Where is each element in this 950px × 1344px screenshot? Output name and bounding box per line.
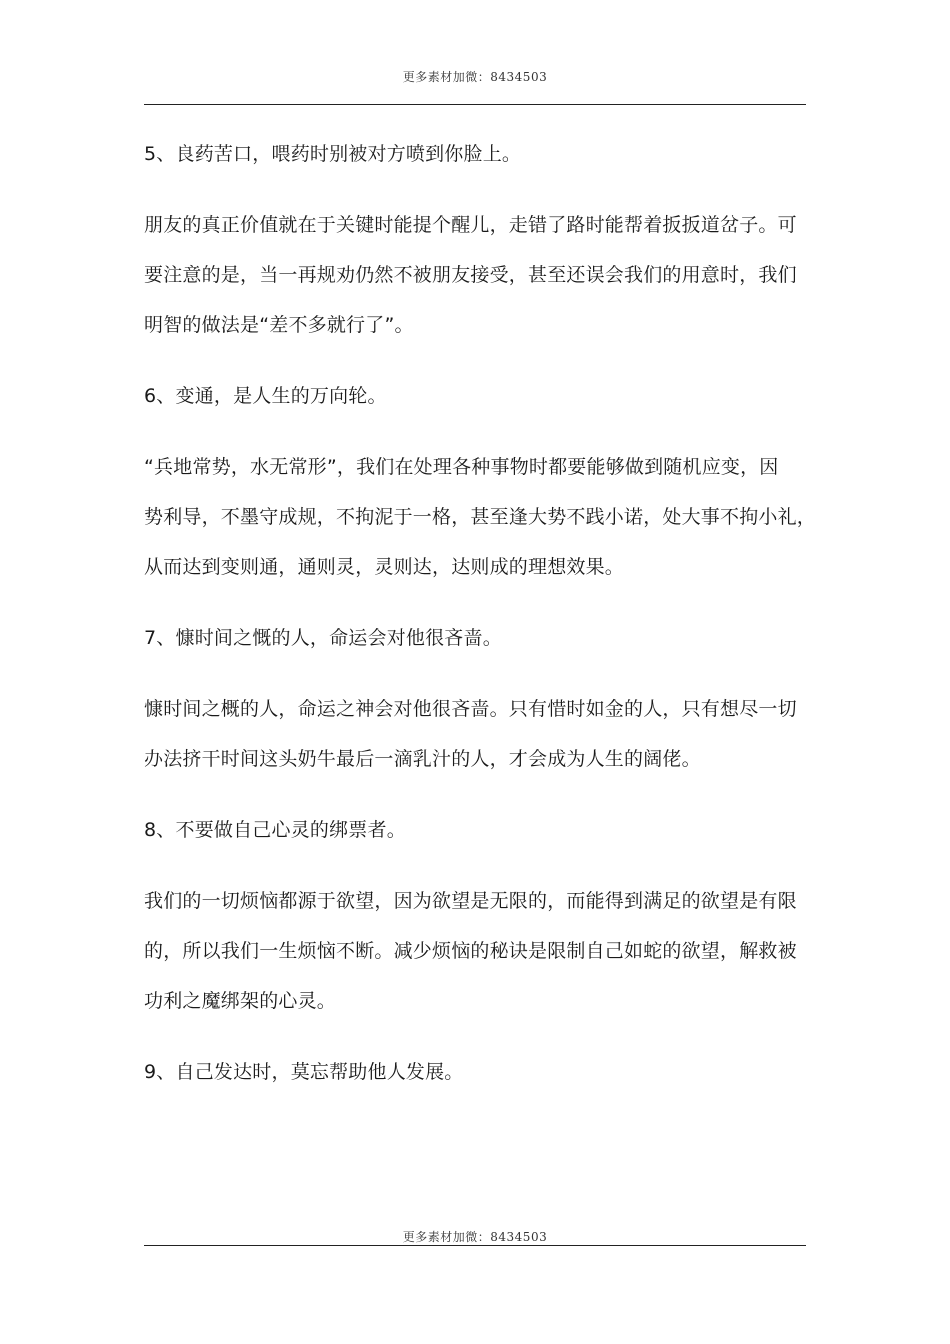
section-6-paragraph-line: 从而达到变则通，通则灵，灵则达，达则成的理想效果。 (144, 556, 625, 578)
section-5-paragraph-line: 明智的做法是“差不多就行了”。 (144, 314, 414, 336)
section-8-heading: 8、不要做自己心灵的绑票者。 (144, 819, 406, 841)
section-6-paragraph-line: 势利导，不墨守成规，不拘泥于一格，甚至逢大势不践小诺，处大事不拘小礼， (144, 506, 817, 528)
document-body (144, 129, 816, 1097)
section-6-paragraph-line: “兵地常势，水无常形”，我们在处理各种事物时都要能够做到随机应变，因 (144, 456, 779, 478)
section-6-heading: 6、变通，是人生的万向轮。 (144, 385, 387, 407)
section-7-paragraph-line: 办法挤干时间这头奶牛最后一滴乳汁的人，才会成为人生的阔佬。 (144, 748, 701, 770)
section-7-heading: 7、慷时间之慨的人，命运会对他很吝啬。 (144, 627, 502, 649)
footer-divider (144, 1245, 806, 1246)
page-footer: 更多素材加微：8434503 (402, 1230, 548, 1244)
section-8-paragraph-line: 的，所以我们一生烦恼不断。减少烦恼的秘诀是限制自己如蛇的欲望，解救被 (144, 940, 797, 962)
section-8-paragraph-line: 功利之魔绑架的心灵。 (144, 990, 337, 1012)
section-5-paragraph-line: 朋友的真正价值就在于关键时能提个醒儿，走错了路时能帮着扳扳道岔子。可 (144, 214, 797, 236)
section-8-paragraph-line: 我们的一切烦恼都源于欲望，因为欲望是无限的，而能得到满足的欲望是有限 (144, 890, 797, 912)
section-7-paragraph-line: 慷时间之概的人，命运之神会对他很吝啬。只有惜时如金的人，只有想尽一切 (144, 698, 797, 720)
page-header: 更多素材加微：8434503 (402, 70, 548, 84)
header-divider (144, 104, 806, 105)
section-5-paragraph-line: 要注意的是，当一再规劝仍然不被朋友接受，甚至还误会我们的用意时，我们 (144, 264, 797, 286)
section-9-heading: 9、自己发达时，莫忘帮助他人发展。 (144, 1061, 464, 1083)
section-5-heading: 5、良药苦口，喂药时别被对方喷到你脸上。 (144, 143, 522, 165)
